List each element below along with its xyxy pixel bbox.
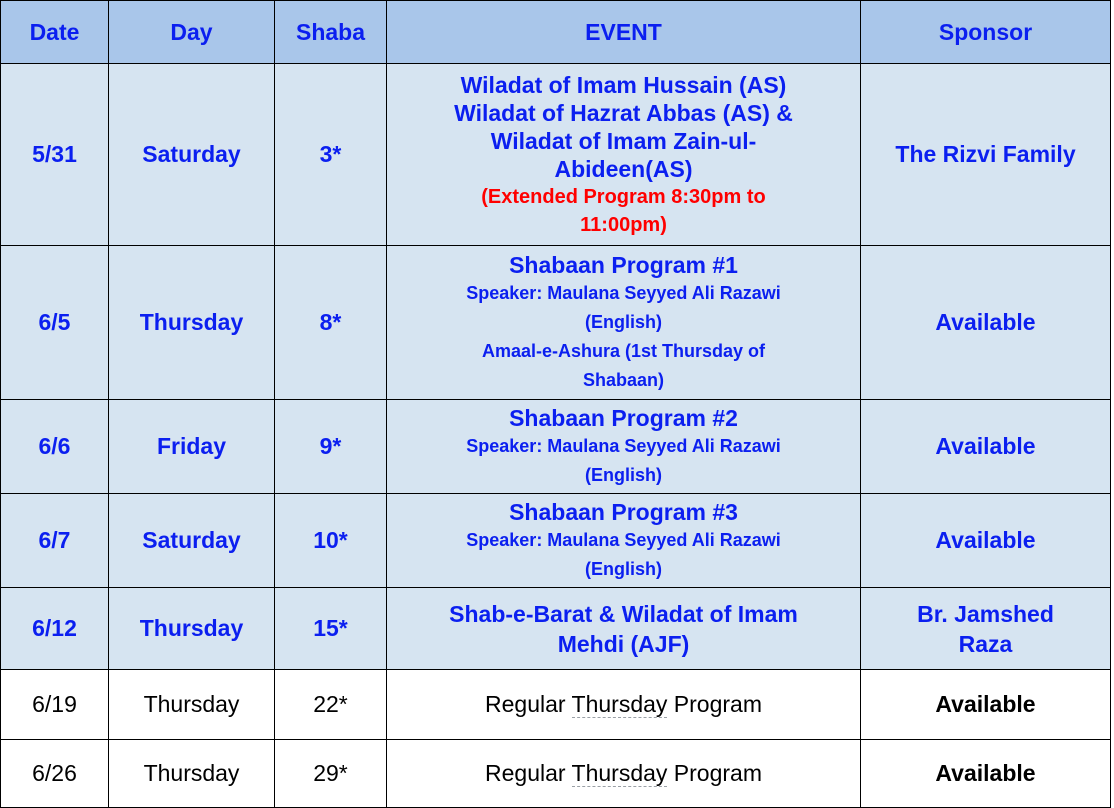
table-row <box>1 670 1111 740</box>
sponsor-cell: Available <box>861 246 1111 400</box>
header-day: Day <box>109 1 275 64</box>
table-row <box>1 740 1111 808</box>
sponsor-cell: Available <box>861 494 1111 588</box>
shaba-cell: 8* <box>275 246 387 400</box>
table-row <box>1 494 1111 588</box>
date-cell: 6/7 <box>1 494 109 588</box>
event-line: Wiladat of Imam Hussain (AS) <box>460 71 787 98</box>
day-cell: Saturday <box>109 494 275 588</box>
event-detail: Speaker: Maulana Seyyed Ali Razawi <box>466 435 781 456</box>
event-line: Wiladat of Hazrat Abbas (AS) & <box>454 99 793 126</box>
date-cell: 6/26 <box>1 740 109 808</box>
sponsor-cell: Available <box>861 740 1111 808</box>
event-detail: (English) <box>585 311 662 332</box>
event-text-post: Program <box>667 691 762 717</box>
event-detail: Amaal-e-Ashura (1st Thursday of <box>481 340 766 361</box>
table-row <box>1 588 1111 670</box>
table-row <box>1 246 1111 400</box>
event-title: Shabaan Program #3 <box>509 498 738 525</box>
event-detail: (English) <box>585 558 662 579</box>
event-detail: Speaker: Maulana Seyyed Ali Razawi <box>466 529 781 550</box>
event-detail: (English) <box>585 464 662 485</box>
day-cell: Thursday <box>109 588 275 670</box>
shaba-cell: 10* <box>275 494 387 588</box>
sponsor-line: Br. Jamshed <box>917 600 1054 627</box>
shaba-cell: 9* <box>275 400 387 494</box>
sponsor-cell: The Rizvi Family <box>861 64 1111 246</box>
sponsor-line: Raza <box>958 630 1013 657</box>
day-cell: Friday <box>109 400 275 494</box>
date-cell: 6/12 <box>1 588 109 670</box>
event-title: Shabaan Program #1 <box>509 251 738 278</box>
event-cell <box>387 494 861 588</box>
event-text-pre: Regular <box>485 760 572 786</box>
header-row <box>1 1 1111 64</box>
event-line: Mehdi (AJF) <box>557 630 690 657</box>
event-cell <box>387 400 861 494</box>
event-note: (Extended Program 8:30pm to <box>481 185 766 208</box>
event-cell <box>387 740 861 808</box>
event-line: Wiladat of Imam Zain-ul- <box>490 127 757 154</box>
shaba-cell: 29* <box>275 740 387 808</box>
shaba-cell: 22* <box>275 670 387 740</box>
sponsor-cell <box>861 588 1111 670</box>
day-cell: Thursday <box>109 246 275 400</box>
event-line: Shab-e-Barat & Wiladat of Imam <box>449 600 798 627</box>
event-cell <box>387 588 861 670</box>
event-line: Abideen(AS) <box>554 155 693 182</box>
event-text-post: Program <box>667 760 762 786</box>
table-row <box>1 400 1111 494</box>
day-cell: Saturday <box>109 64 275 246</box>
header-shaba: Shaba <box>275 1 387 64</box>
header-sponsor: Sponsor <box>861 1 1111 64</box>
event-title: Shabaan Program #2 <box>509 404 738 431</box>
event-text-underlined: Thursday <box>571 691 668 717</box>
header-event: EVENT <box>387 1 861 64</box>
event-cell <box>387 64 861 246</box>
shaba-cell: 3* <box>275 64 387 246</box>
date-cell: 6/5 <box>1 246 109 400</box>
event-text-pre: Regular <box>485 691 572 717</box>
event-cell <box>387 246 861 400</box>
sponsor-cell: Available <box>861 400 1111 494</box>
table-row <box>1 64 1111 246</box>
date-cell: 6/19 <box>1 670 109 740</box>
date-cell: 6/6 <box>1 400 109 494</box>
sponsor-cell: Available <box>861 670 1111 740</box>
event-text-underlined: Thursday <box>571 760 668 786</box>
day-cell: Thursday <box>109 740 275 808</box>
event-detail: Shabaan) <box>582 369 665 390</box>
event-cell <box>387 670 861 740</box>
header-date: Date <box>1 1 109 64</box>
shaba-cell: 15* <box>275 588 387 670</box>
event-note: 11:00pm) <box>580 213 667 236</box>
date-cell: 5/31 <box>1 64 109 246</box>
day-cell: Thursday <box>109 670 275 740</box>
event-detail: Speaker: Maulana Seyyed Ali Razawi <box>466 282 781 303</box>
